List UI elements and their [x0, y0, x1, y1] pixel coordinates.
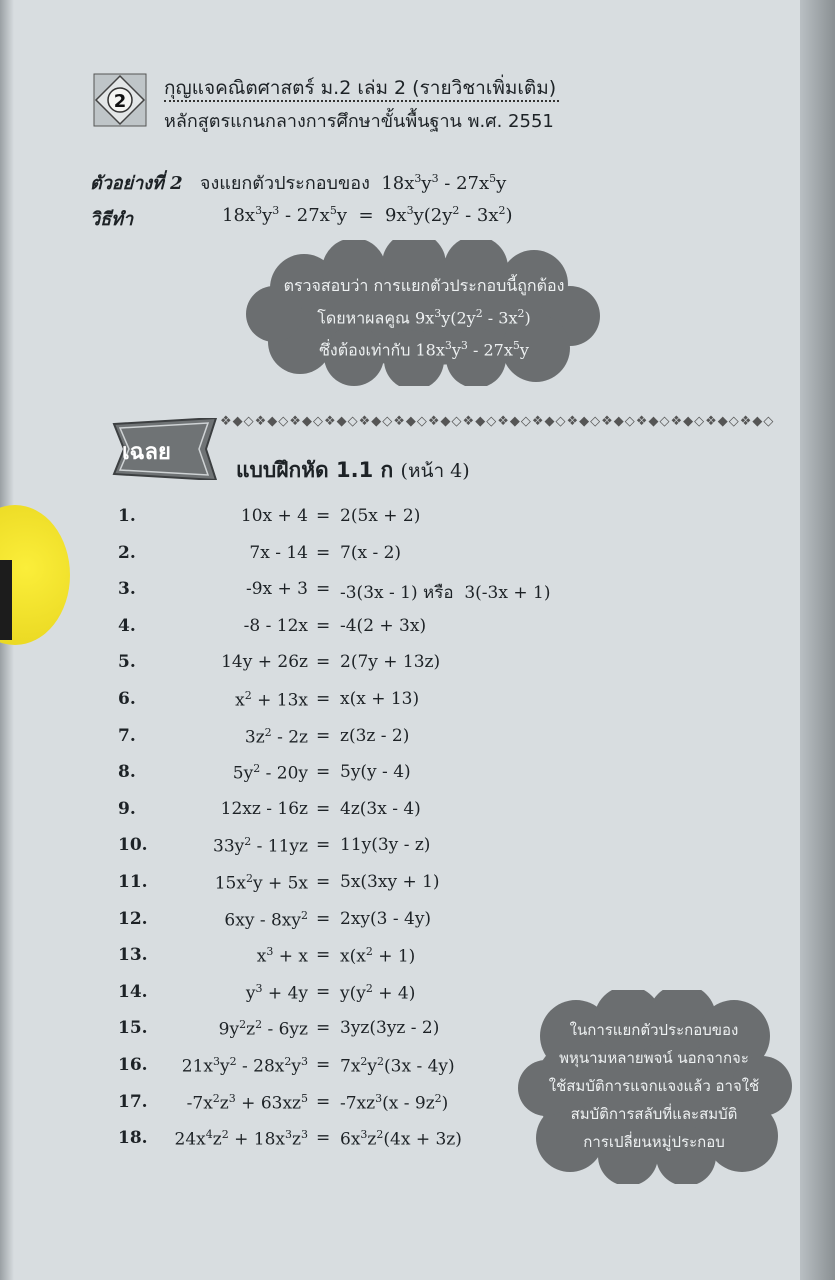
- answer-rhs: $7x^2y^2(3x - 4y)$: [340, 1055, 455, 1077]
- answer-lhs: $5y^2 - 20y$: [232, 762, 308, 784]
- answer-rhs: $y(y^2 + 4)$: [340, 981, 416, 1004]
- answer-number: 17.: [118, 1091, 148, 1112]
- page-number-badge: [92, 72, 148, 128]
- answer-lhs: 14y + 26z: [221, 652, 308, 673]
- answer-lhs: $15x^2y + 5x$: [214, 872, 308, 894]
- equals-sign: =: [316, 762, 331, 783]
- equals-sign: =: [316, 652, 331, 673]
- answer-rhs: x(x + 13): [340, 689, 420, 709]
- equals-sign: =: [316, 908, 331, 929]
- answer-lhs: 7x - 14: [249, 542, 308, 563]
- exercise-title: [236, 454, 470, 487]
- answer-rhs: 5x(3xy + 1): [340, 872, 440, 892]
- equals-sign: =: [316, 1091, 331, 1112]
- answer-row: [0, 945, 835, 975]
- answer-number: 11.: [118, 872, 148, 892]
- answer-number: 10.: [118, 835, 148, 856]
- answer-row: [0, 616, 835, 646]
- answer-lhs: $-7x^2z^3 + 63xz^5$: [186, 1091, 308, 1114]
- equals-sign: =: [316, 1055, 331, 1075]
- answer-rhs: 2(5x + 2): [340, 506, 421, 526]
- answer-row: [0, 762, 835, 792]
- answer-number: 14.: [118, 981, 148, 1002]
- answer-number: 13.: [118, 945, 148, 966]
- answer-rhs: -3(3x - 1) หรือ 3(-3x + 1): [340, 583, 551, 604]
- answer-number: 6.: [118, 689, 136, 709]
- cloud-bottom-line-4: สมบัติการสลับที่และสมบัติ: [570, 1105, 738, 1123]
- answer-number: 3.: [118, 579, 136, 600]
- answer-lhs: -8 - 12x: [243, 615, 308, 636]
- equals-sign: =: [316, 689, 331, 709]
- answer-rhs: 2xy(3 - 4y): [340, 908, 432, 929]
- answer-row: [0, 506, 835, 536]
- answer-lhs: $33y^2 - 11yz$: [213, 835, 308, 858]
- answer-row: [0, 579, 835, 609]
- answer-lhs: -9x + 3: [245, 579, 308, 600]
- equals-sign: =: [316, 1128, 331, 1149]
- book-subtitle: หลักสูตรแกนกลางการศึกษาขั้นพื้นฐาน พ.ศ. 2551: [164, 111, 554, 132]
- page-number: 2: [113, 91, 127, 112]
- answer-lhs: $x^3 + x$: [256, 945, 308, 967]
- equals-sign: =: [316, 579, 331, 600]
- answer-number: 5.: [118, 652, 136, 673]
- answer-row: [0, 909, 835, 939]
- decorative-border: ❖◆◇❖◆◇❖◆◇❖◆◇❖◆◇❖◆◇❖◆◇❖◆◇❖◆◇❖◆◇❖◆◇❖◆◇❖◆◇❖◆◇❖◆◇❖◆◇: [220, 414, 775, 429]
- answer-lhs: $3z^2 - 2z$: [244, 725, 308, 748]
- answer-lhs: $24x^4z^2 + 18x^3z^3$: [174, 1128, 308, 1150]
- equals-sign: =: [316, 725, 331, 746]
- answer-rhs: $-7xz^3(x - 9z^2)$: [340, 1091, 449, 1114]
- equals-sign: =: [316, 615, 331, 636]
- answer-number: 4.: [118, 615, 136, 636]
- answer-lhs: $x^2 + 13x$: [235, 689, 308, 711]
- answer-rhs: z(3z - 2): [340, 725, 410, 746]
- cloud-bottom-line-1: ในการแยกตัวประกอบของ: [569, 1021, 739, 1039]
- answer-lhs: $9y^2z^2 - 6yz$: [218, 1018, 308, 1041]
- answer-number: 7.: [118, 725, 136, 746]
- answer-number: 9.: [118, 798, 136, 819]
- answer-row: [0, 835, 835, 865]
- answer-row: [0, 543, 835, 573]
- answer-number: 15.: [118, 1018, 148, 1039]
- answer-number: 2.: [118, 542, 136, 563]
- cloud-top-line-3: ซึ่งต้องเท่ากับ $18x^3y^3 - 27x^5y$: [319, 339, 529, 360]
- example-label: ตัวอย่างที่ 2: [90, 173, 183, 194]
- answer-lhs: 10x + 4: [240, 506, 308, 526]
- answer-lhs: $21x^3y^2 - 28x^2y^3$: [181, 1055, 308, 1077]
- exercise-page-ref: (หน้า 4): [400, 460, 470, 482]
- cloud-top-line-1: ตรวจสอบว่า การแยกตัวประกอบนี้ถูกต้อง: [283, 276, 565, 295]
- answer-row: [0, 689, 835, 719]
- equals-sign: =: [316, 981, 331, 1002]
- answer-lhs: $6xy - 8xy^2$: [224, 908, 308, 931]
- answer-number: 18.: [118, 1128, 148, 1149]
- equals-sign: =: [316, 945, 331, 966]
- example-prompt: จงแยกตัวประกอบของ: [199, 173, 370, 194]
- solution-expression: $18x^3y^3 - 27x^5y = 9x^3y(2y^2 - 3x^2)$: [222, 204, 513, 226]
- equals-sign: =: [316, 542, 331, 563]
- answer-rhs: 11y(3y - z): [340, 835, 431, 856]
- equals-sign: =: [316, 835, 331, 856]
- answer-rhs: 2(7y + 13z): [340, 652, 441, 673]
- answer-rhs: $x(x^2 + 1)$: [340, 945, 416, 967]
- answer-rhs: 7(x - 2): [340, 542, 402, 563]
- answer-rhs: 4z(3x - 4): [340, 798, 421, 819]
- example-expression: $18x^3y^3 - 27x^5y$: [381, 172, 507, 194]
- example-line: [90, 168, 506, 197]
- answer-rhs: $6x^3z^2(4x + 3z)$: [340, 1128, 462, 1150]
- answer-rhs: 3yz(3yz - 2): [340, 1018, 440, 1039]
- answer-row: [0, 726, 835, 756]
- answer-rhs: -4(2 + 3x): [340, 615, 427, 636]
- cloud-bottom-line-2: พหุนามหลายพจน์ นอกจากจะ: [559, 1049, 749, 1067]
- equals-sign: =: [316, 872, 331, 892]
- book-title: กุญแจคณิตศาสตร์ ม.2 เล่ม 2 (รายวิชาเพิ่มเติม): [164, 77, 557, 99]
- equals-sign: =: [316, 798, 331, 819]
- answer-rhs: 5y(y - 4): [340, 762, 411, 783]
- equals-sign: =: [316, 1018, 331, 1039]
- solution-label: วิธีทำ: [90, 209, 134, 230]
- answer-row: [0, 652, 835, 682]
- cloud-bottom-text: [516, 1016, 792, 1156]
- cloud-bottom-line-5: การเปลี่ยนหมู่ประกอบ: [583, 1133, 725, 1151]
- answer-row: [0, 799, 835, 829]
- answer-row: [0, 872, 835, 902]
- cloud-bottom-line-3: ใช้สมบัติการแจกแจงแล้ว อาจใช้: [548, 1077, 760, 1095]
- cloud-top-line-2: โดยหาผลคูณ $9x^3y(2y^2 - 3x^2)$: [317, 307, 531, 328]
- answer-tag-label: เฉลย: [122, 440, 171, 465]
- cloud-top-text: [244, 272, 604, 365]
- answer-number: 16.: [118, 1055, 148, 1075]
- header-divider: [164, 100, 559, 102]
- answer-number: 8.: [118, 762, 136, 783]
- answer-lhs: 12xz - 16z: [220, 798, 308, 819]
- answer-number: 1.: [118, 506, 136, 526]
- exercise-name: แบบฝึกหัด 1.1 ก: [236, 458, 394, 482]
- equals-sign: =: [316, 506, 331, 526]
- answer-number: 12.: [118, 908, 148, 929]
- answer-lhs: $y^3 + 4y$: [245, 981, 308, 1004]
